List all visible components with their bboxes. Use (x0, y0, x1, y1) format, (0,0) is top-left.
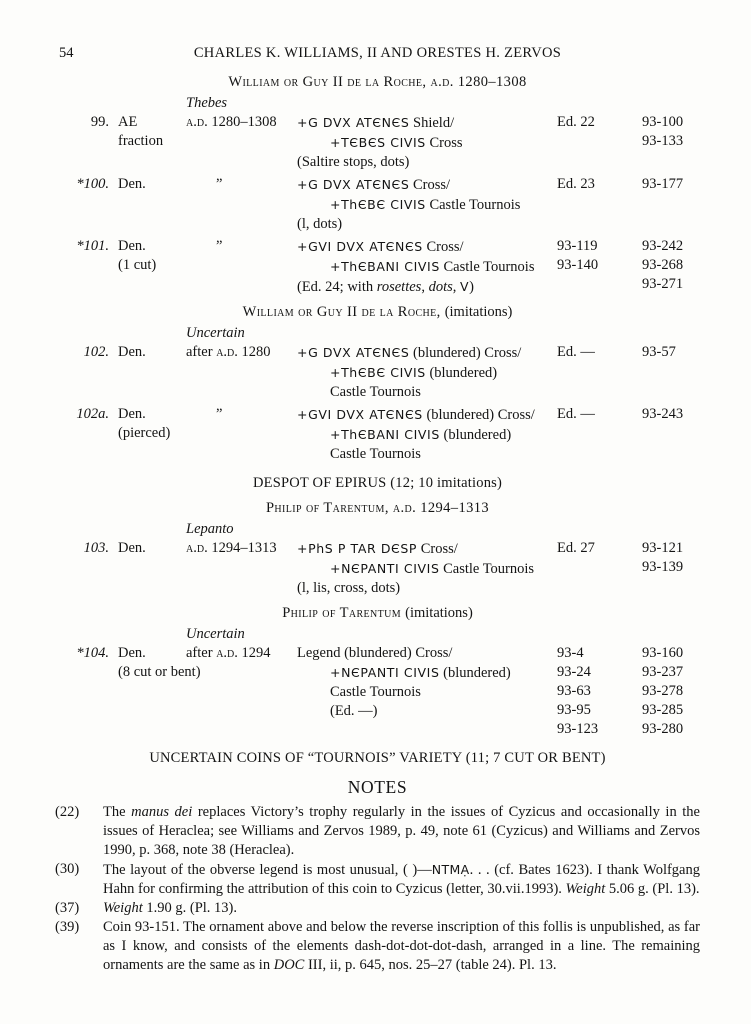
ditto-mark: ” (216, 176, 223, 192)
entry-specimens: 93-160 93-237 93-278 93-285 93-280 (642, 645, 684, 737)
entry-description: +G DVX ATЄNЄS (blundered) Cross/ +ThЄBЄ CIVIS (blundered) Castle Tournois (297, 345, 522, 400)
entry-specimens: 93-177 (642, 176, 684, 192)
catalog-entry-101 (55, 237, 700, 297)
entry-edition: Ed. 27 (557, 540, 595, 556)
note-text: The manus dei replaces Victory’s trophy regularly in the issues of Cyzicus and occasionally in the issues of Heraclea; see Williams and Zervos 1989, p. 49, note 61 (Cyzicus) and Williams and Zervos 1990, p. 368, note 38 (Heraclea). (103, 804, 700, 858)
entry-date: after a.d. 1294 (186, 645, 271, 661)
coin-legend: +GVI DVX ATЄNЄS (297, 239, 423, 254)
entry-description: +G DVX ATЄNЄS Shield/ +TЄBЄS CIVIS Cross (Saltire stops, dots) (297, 115, 463, 170)
ditto-mark: ” (216, 406, 223, 422)
entry-edition: Ed. 22 (557, 114, 595, 130)
entry-edition: Ed. — (557, 344, 595, 360)
entry-number: 102a. (76, 406, 109, 422)
mint-label-uncertain: Uncertain (186, 626, 245, 642)
entry-denomination: Den. (8 cut or bent) (118, 645, 201, 680)
note-22 (55, 803, 700, 860)
coin-legend: +G DVX ATЄNЄS (297, 177, 410, 192)
entry-denomination: Den. (118, 176, 146, 192)
entry-date (186, 237, 297, 297)
catalog-entry-100 (55, 175, 700, 234)
entry-denomination: AE fraction (118, 114, 164, 149)
note-text: Weight 1.90 g. (Pl. 13). (103, 900, 237, 916)
note-number: (37) (55, 900, 80, 916)
entry-number: 102. (83, 344, 109, 360)
coin-legend: +NЄPANTI CIVIS (330, 665, 440, 680)
page-header (55, 44, 700, 63)
entry-date: after a.d. 1280 (186, 344, 271, 360)
entry-number: *100. (76, 176, 109, 192)
note-30 (55, 860, 700, 899)
entry-number (55, 113, 118, 172)
coin-legend: +TЄBЄS CIVIS (330, 135, 426, 150)
coin-legend: +GVI DVX ATЄNЄS (297, 407, 423, 422)
coin-legend: +NЄPANTI CIVIS (330, 561, 440, 576)
entry-specimens: 93-243 (642, 406, 684, 422)
coin-legend: +ThЄBANI CIVIS (330, 259, 440, 274)
entry-denomination: Den. (1 cut) (118, 238, 157, 273)
section-heading-despot-of-epirus: DESPOT OF EPIRUS (12; 10 imitations) (252, 475, 503, 491)
notes-title: NOTES (347, 777, 408, 797)
coin-legend: +G DVX ATЄNЄS (297, 345, 410, 360)
coin-legend: V (460, 279, 470, 294)
catalog-entry-103 (55, 539, 700, 598)
page-number: 54 (59, 45, 74, 61)
section-heading-uncertain-tournois: UNCERTAIN COINS OF “TOURNOIS” VARIETY (11; 7 CUT OR BENT) (149, 750, 606, 766)
ditto-mark: ” (216, 238, 223, 254)
note-text: Coin 93-151. The ornament above and below the reverse inscription of this follis is unpublished, as far as I know, and consists of the elements dash-dot-dot-dot-dash, arranged in a line. The remaining ornaments are the same as in DOC III, ii, p. 645, nos. 25–27 (table 24). Pl. 13. (103, 919, 700, 973)
note-text: The layout of the obverse legend is most unusual, ( )—NTMẠ. . . (cf. Bates 1623). I thank Wolfgang Hahn for confirming the attribution of this coin to Cyzicus (letter, 30.vii.1993). Weight 5.06 g. (Pl. 13). (103, 862, 700, 897)
note-37 (55, 899, 700, 918)
coin-legend-inline: NTMẠ (431, 862, 470, 877)
entry-date: a.d. 1280–1308 (186, 113, 297, 172)
entry-date (186, 175, 297, 234)
entry-edition: 93-4 93-24 93-63 93-95 93-123 (557, 645, 599, 737)
entry-date (186, 405, 297, 464)
coin-legend: +ThЄBANI CIVIS (330, 427, 440, 442)
entry-date: a.d. 1294–1313 (186, 540, 277, 556)
entry-description: Legend (blundered) Cross/ +NЄPANTI CIVIS (blundered) Castle Tournois (Ed. —) (297, 645, 511, 719)
section-heading-william-1280-1308 (55, 73, 700, 92)
entry-denomination: Den. (pierced) (118, 406, 171, 441)
catalog-entry-99 (55, 113, 700, 172)
entry-denomination: Den. (118, 540, 146, 556)
coin-legend: +ThЄBЄ CIVIS (330, 365, 426, 380)
entry-specimens: 93-242 93-268 93-271 (642, 238, 684, 292)
entry-description: +PhS P TAR DЄSP Cross/ +NЄPANTI CIVIS Castle Tournois (l, lis, cross, dots) (297, 541, 535, 596)
catalog-entry-102 (55, 343, 700, 402)
running-title: CHARLES K. WILLIAMS, II AND ORESTES H. ZERVOS (193, 45, 562, 61)
coin-legend: +PhS P TAR DЄSP (297, 541, 418, 556)
entry-description: +G DVX ATЄNЄS Cross/ +ThЄBЄ CIVIS Castle Tournois (l, dots) (297, 177, 521, 232)
entry-denomination: Den. (118, 344, 146, 360)
mint-label-uncertain: Uncertain (186, 325, 245, 341)
catalog-entry-102a (55, 405, 700, 464)
page-content (55, 44, 700, 975)
note-39 (55, 918, 700, 975)
catalog-entry-104 (55, 644, 700, 739)
entry-edition: Ed. — (557, 406, 595, 422)
entry-description: +GVI DVX ATЄNЄS Cross/ +ThЄBANI CIVIS Castle Tournois (Ed. 24; with rosettes, dots, V) (297, 239, 535, 295)
entry-number: 103. (83, 540, 109, 556)
note-number: (39) (55, 919, 80, 935)
entry-specimens: 93-100 93-133 (642, 114, 684, 149)
note-number: (30) (55, 861, 80, 877)
section-heading-philip-of-tarentum: Philip of Tarentum, a.d. 1294–1313 (265, 500, 490, 516)
entry-specimens: 93-121 93-139 (642, 540, 684, 575)
entry-edition: Ed. 23 (557, 176, 595, 192)
mint-label-thebes: Thebes (186, 95, 228, 111)
coin-legend: +ThЄBЄ CIVIS (330, 197, 426, 212)
coin-legend: +G DVX ATЄNЄS (297, 115, 410, 130)
entry-number: *104. (76, 645, 109, 661)
entry-number: *101. (76, 238, 109, 254)
section-heading-philip-imitations: Philip of Tarentum (imitations) (282, 605, 473, 621)
section-heading-william-imitations: William or Guy II de la Roche, (imitations) (242, 304, 513, 320)
entry-specimens: 93-57 (642, 344, 676, 360)
section-heading-text: William or Guy II de la Roche, a.d. 1280–1308 (228, 74, 527, 90)
entry-number-text: 99. (90, 114, 109, 130)
note-number: (22) (55, 804, 80, 820)
entry-edition: 93-119 93-140 (557, 238, 599, 273)
mint-label-lepanto: Lepanto (186, 521, 234, 537)
entry-description: +GVI DVX ATЄNЄS (blundered) Cross/ +ThЄBANI CIVIS (blundered) Castle Tournois (297, 407, 535, 462)
